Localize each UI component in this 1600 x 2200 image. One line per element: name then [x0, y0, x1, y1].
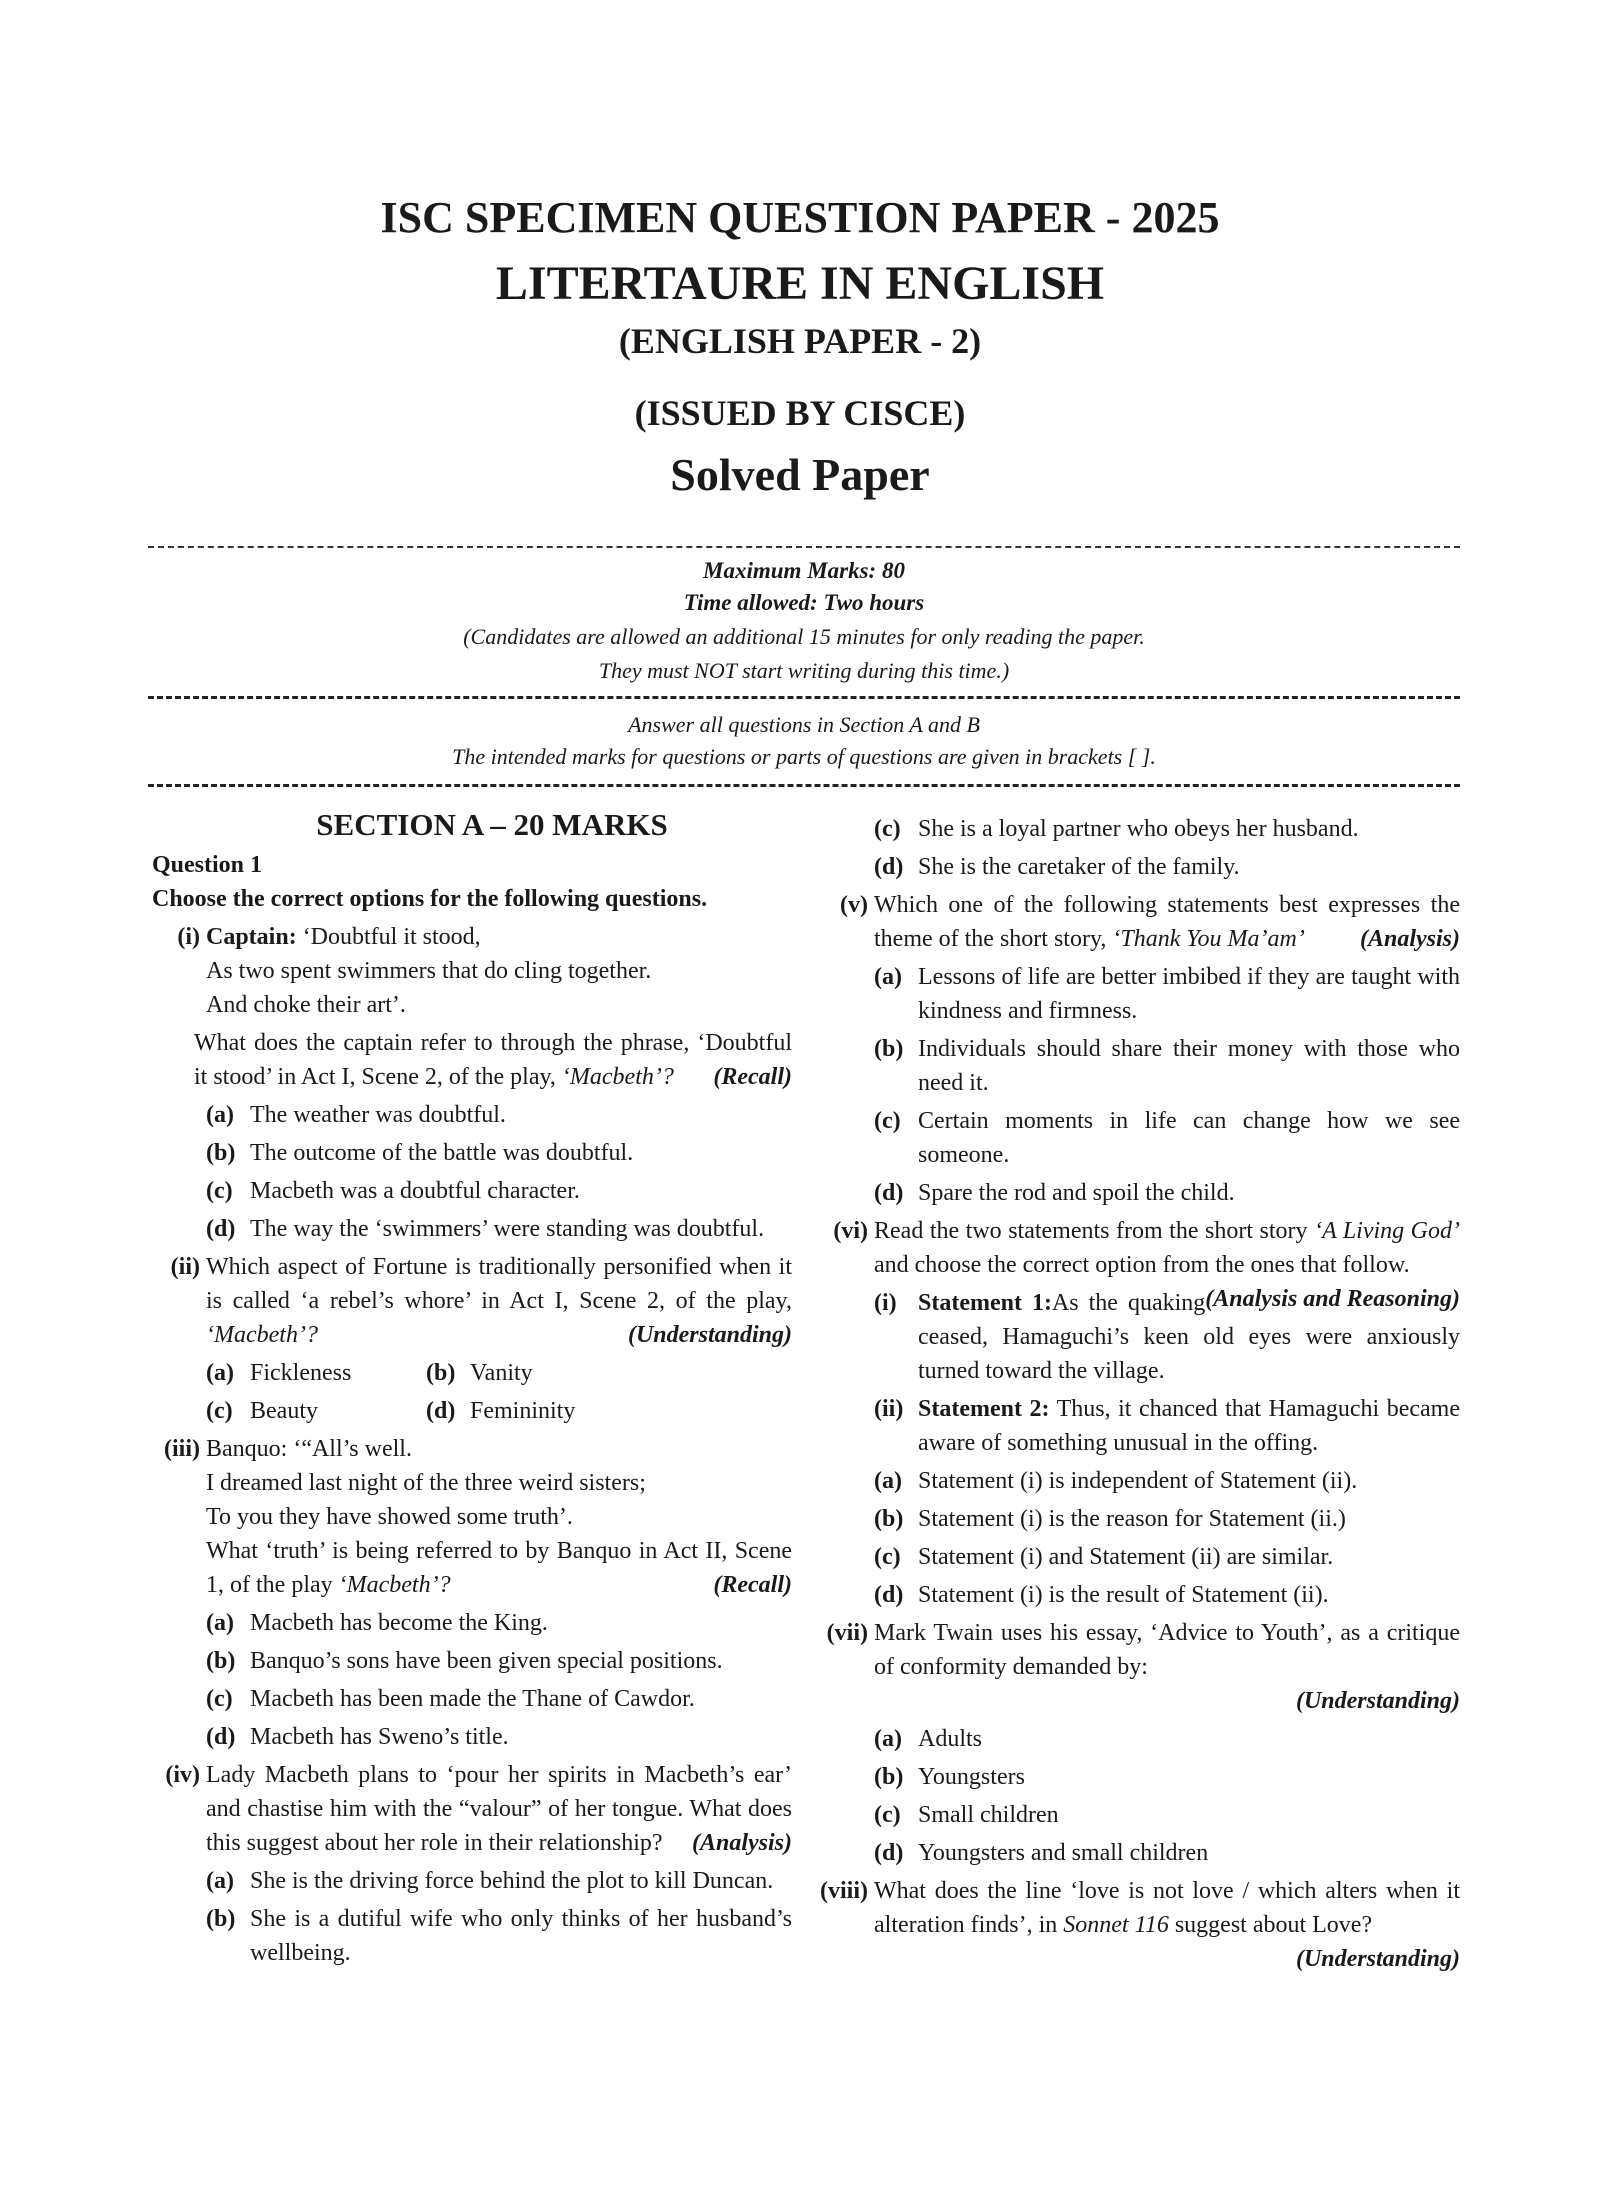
text-span: She is a dutiful wife who only thinks of her husband’s wellbeing. — [250, 1906, 792, 1966]
question-item-v — [820, 888, 1460, 956]
text-span: (d) — [874, 1840, 904, 1866]
skill-tag: (Understanding) — [1295, 1688, 1460, 1714]
text-span: (a) — [874, 1468, 902, 1494]
text-span: Small children — [918, 1802, 1059, 1828]
text-span: Vanity — [470, 1360, 533, 1386]
skill-tag: (Analysis) — [1359, 926, 1460, 952]
text-span: (a) — [206, 1360, 234, 1386]
text-span: Lessons of life are better imbibed if they are taught with kindness and firmness. — [918, 964, 1460, 1024]
reading-note-1: (Candidates are allowed an additional 15 minutes for only reading the paper. — [463, 624, 1145, 649]
option-c — [874, 812, 1460, 846]
option-c — [206, 1174, 792, 1208]
option-a — [206, 1864, 792, 1898]
option-c — [206, 1394, 426, 1428]
skill-tag: (Understanding) — [1295, 1946, 1460, 1972]
option-c — [874, 1540, 1460, 1574]
skill-tag: (Recall) — [713, 1064, 792, 1090]
left-column — [152, 808, 792, 1974]
text-span: (b) — [426, 1360, 456, 1386]
text-span: (c) — [874, 1544, 901, 1570]
question-item-viii — [820, 1874, 1460, 1972]
instruction-2: The intended marks for questions or parts of questions are given in brackets [ ]. — [452, 744, 1156, 769]
divider-top — [148, 546, 1460, 548]
question-body: Lady Macbeth plans to ‘pour her spirits in Macbeth’s ear’ and chastise him with the “valour” of her tongue. What does this suggest about her role in their relationship? — [206, 1762, 792, 1856]
text-span: (b) — [874, 1036, 904, 1062]
option-a — [206, 1606, 792, 1640]
text-span: The weather was doubtful. — [250, 1102, 506, 1128]
question-body: Which aspect of Fortune is traditionally personified when it is called ‘a rebel’s whore’ in Act I, Scene 2, of the play, — [206, 1254, 792, 1314]
section-a-title: SECTION A – 20 MARKS — [316, 807, 668, 842]
options-grid — [206, 1356, 792, 1432]
text-span: The outcome of the battle was doubtful. — [250, 1140, 634, 1166]
time-allowed: Time allowed: Two hours — [683, 590, 925, 615]
play-title: ‘Macbeth’? — [206, 1322, 318, 1348]
text-span: Spare the rod and spoil the child. — [918, 1180, 1235, 1206]
option-c — [206, 1682, 792, 1716]
question-body: What does the line ‘love is not love / which alters when it alteration finds’, in — [874, 1878, 1460, 1938]
text-span: (c) — [206, 1686, 233, 1712]
text-span: (iii) — [164, 1436, 200, 1462]
speaker-label: Captain: — [206, 924, 297, 950]
text-span: Macbeth has become the King. — [250, 1610, 548, 1636]
text-span: She is the driving force behind the plot to kill Duncan. — [250, 1868, 774, 1894]
question-text — [142, 1026, 792, 1094]
text-span: (c) — [874, 1802, 901, 1828]
reading-note-2: They must NOT start writing during this time.) — [598, 658, 1010, 683]
question-label: Question 1 — [152, 852, 263, 878]
question-body-cont: suggest about Love? — [1174, 1912, 1373, 1938]
text-span: Youngsters and small children — [918, 1840, 1209, 1866]
option-c — [874, 1104, 1460, 1172]
paper-title: ISC SPECIMEN QUESTION PAPER - 2025 — [380, 193, 1220, 242]
skill-tag: (Recall) — [713, 1572, 792, 1598]
skill-tag: (Understanding) — [627, 1322, 792, 1348]
option-b — [206, 1136, 792, 1170]
play-title: ‘Macbeth’? — [338, 1572, 451, 1598]
text-span: As the quaking ceased, Hamaguchi’s keen old eyes were anxiously turned toward the village. — [918, 1290, 1460, 1384]
quote-line: To you they have showed some truth’. — [206, 1504, 573, 1530]
divider-middle — [148, 696, 1460, 699]
text-span: (c) — [206, 1178, 233, 1204]
text-span: The way the ‘swimmers’ were standing was doubtful. — [250, 1216, 765, 1242]
text-span: (b) — [874, 1764, 904, 1790]
option-d — [874, 1176, 1460, 1210]
instruction-1: Answer all questions in Section A and B — [628, 712, 980, 737]
question-body-cont: and choose the correct option from the ones that follow. — [874, 1252, 1410, 1278]
option-d — [206, 1720, 792, 1754]
option-b — [206, 1902, 792, 1970]
divider-bottom — [148, 784, 1460, 787]
text-span: Fickleness — [250, 1360, 352, 1386]
quote-line: ‘Doubtful it stood, — [302, 924, 481, 950]
question-body: Mark Twain uses his essay, ‘Advice to Youth’, as a critique of conformity demanded by: — [874, 1620, 1460, 1680]
question-body: What does the captain refer to through the phrase, ‘Doubtful it stood’ in Act I, Scene 2, of the play, — [194, 1030, 792, 1090]
option-d — [874, 1836, 1460, 1870]
text-span: Statement 2: — [918, 1396, 1050, 1422]
text-span: (a) — [874, 964, 902, 990]
text-span: (b) — [206, 1140, 236, 1166]
text-span: (ii) — [170, 1254, 200, 1280]
quote-line: As two spent swimmers that do cling together. — [206, 958, 652, 984]
max-marks: Maximum Marks: 80 — [703, 558, 905, 583]
text-span: (vii) — [826, 1620, 868, 1646]
skill-tag: (Analysis and Reasoning) — [1205, 1286, 1460, 1312]
question-item-i — [152, 920, 792, 1022]
option-b — [874, 1502, 1460, 1536]
text-span: Youngsters — [918, 1764, 1025, 1790]
text-span: Statement (i) is the result of Statement (ii). — [918, 1582, 1329, 1608]
option-a — [206, 1356, 426, 1390]
text-span: Statement (i) is independent of Statement (ii). — [918, 1468, 1358, 1494]
text-span: (ii) — [874, 1396, 904, 1422]
text-span: (a) — [874, 1726, 902, 1752]
statement-2 — [874, 1392, 1460, 1460]
play-title: ‘Macbeth’? — [561, 1064, 674, 1090]
quote-line: And choke their art’. — [206, 992, 406, 1018]
question-body: What ‘truth’ is being referred to by Banquo in Act II, Scene 1, of the play — [206, 1538, 792, 1598]
question-body: Which one of the following statements best expresses the theme of the short story, — [874, 892, 1460, 952]
text-span: Macbeth was a doubtful character. — [250, 1178, 580, 1204]
text-span: Banquo’s sons have been given special positions. — [250, 1648, 723, 1674]
subject-title: LITERTAURE IN ENGLISH — [495, 257, 1105, 310]
text-span: (d) — [874, 854, 904, 880]
question-item-iii — [152, 1432, 792, 1602]
question-item-vii — [820, 1616, 1460, 1718]
paper-number: (ENGLISH PAPER - 2) — [618, 321, 982, 361]
text-span: (a) — [206, 1868, 234, 1894]
option-d — [874, 1578, 1460, 1612]
question-instruction: Choose the correct options for the following questions. — [152, 886, 708, 912]
option-b — [206, 1644, 792, 1678]
text-span: (vi) — [833, 1218, 868, 1244]
item-number: (i) — [177, 924, 200, 950]
option-b — [874, 1760, 1460, 1794]
option-b — [426, 1356, 726, 1390]
option-d — [206, 1212, 792, 1246]
poem-title: Sonnet 116 — [1063, 1912, 1169, 1938]
text-span: Statement (i) is the reason for Statement (ii.) — [918, 1506, 1346, 1532]
quote-line: I dreamed last night of the three weird sisters; — [206, 1470, 646, 1496]
issued-by: (ISSUED BY CISCE) — [634, 393, 966, 433]
text-span: Beauty — [250, 1398, 318, 1424]
option-a — [874, 1722, 1460, 1756]
text-span: (d) — [874, 1180, 904, 1206]
question-item-ii — [152, 1250, 792, 1352]
option-d — [874, 850, 1460, 884]
text-span: (d) — [426, 1398, 456, 1424]
text-span: (b) — [874, 1506, 904, 1532]
option-d — [426, 1394, 726, 1428]
text-span: Certain moments in life can change how we see someone. — [918, 1108, 1460, 1168]
right-column — [820, 812, 1460, 1976]
text-span: (c) — [874, 816, 901, 842]
text-span: Femininity — [470, 1398, 576, 1424]
text-span: Thus, it chanced that Hamaguchi became aware of something unusual in the offing. — [918, 1396, 1460, 1456]
text-span: Adults — [918, 1726, 983, 1752]
text-span: Macbeth has been made the Thane of Cawdor. — [250, 1686, 695, 1712]
option-b — [874, 1032, 1460, 1100]
text-span: (a) — [206, 1102, 234, 1128]
quote-line: Banquo: ‘“All’s well. — [206, 1436, 412, 1462]
text-span: (d) — [206, 1216, 236, 1242]
story-title: ‘Thank You Ma’am’ — [1112, 926, 1305, 952]
text-span: (b) — [206, 1906, 236, 1932]
question-item-iv — [152, 1758, 792, 1860]
skill-tag: (Analysis) — [691, 1830, 792, 1856]
text-span: (d) — [206, 1724, 236, 1750]
text-span: (a) — [206, 1610, 234, 1636]
option-a — [206, 1098, 792, 1132]
text-span: (i) — [874, 1290, 897, 1316]
text-span: (b) — [206, 1648, 236, 1674]
text-span: She is the caretaker of the family. — [918, 854, 1240, 880]
text-span: Statement 1: — [918, 1290, 1052, 1316]
text-span: Statement (i) and Statement (ii) are similar. — [918, 1544, 1334, 1570]
text-span: Macbeth has Sweno’s title. — [250, 1724, 509, 1750]
text-span: (d) — [874, 1582, 904, 1608]
question-body: Read the two statements from the short story — [874, 1218, 1308, 1244]
story-title: ‘A Living God’ — [1314, 1218, 1460, 1244]
statement-1 — [874, 1286, 1460, 1388]
option-a — [874, 1464, 1460, 1498]
option-a — [874, 960, 1460, 1028]
solved-paper-title: Solved Paper — [670, 449, 930, 500]
text-span: (c) — [874, 1108, 901, 1134]
text-span: (v) — [840, 892, 868, 918]
text-span: (iv) — [165, 1762, 200, 1788]
text-span: Individuals should share their money with those who need it. — [918, 1036, 1460, 1096]
text-span: She is a loyal partner who obeys her husband. — [918, 816, 1359, 842]
text-span: (viii) — [820, 1878, 868, 1904]
option-c — [874, 1798, 1460, 1832]
text-span: (c) — [206, 1398, 233, 1424]
